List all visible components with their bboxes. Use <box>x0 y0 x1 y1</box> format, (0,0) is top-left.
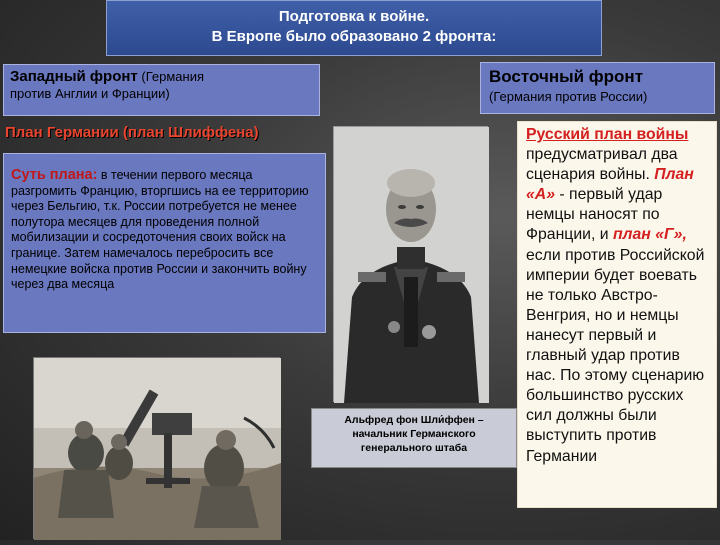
portrait-image <box>334 127 489 403</box>
slide-title <box>106 0 602 56</box>
schlieffen-portrait <box>333 126 488 402</box>
title-line-2: В Европе было образовано 2 фронта: <box>211 28 497 45</box>
russian-plan-box <box>517 121 717 508</box>
russian-plan-text-1: предусматривал два сценария войны. <box>526 146 678 184</box>
russian-plan-text-3: если против Российской империи будет воевать не только Австро-Венгрия, но и немцы нанесут первый и главный удар против нас. По этому сценарию большинство русских сил должны были выступить против Германии <box>526 246 705 465</box>
machine-gun-photo <box>33 357 280 539</box>
eastern-front-box <box>480 62 715 114</box>
russian-plan-text-2: - первый удар немцы наносят по Франции, и <box>526 186 663 244</box>
german-plan-title: План Германии (план Шлиффена) <box>5 124 259 141</box>
eastern-front-detail: (Германия против России) <box>489 89 648 104</box>
western-front-detail-a: (Германия <box>137 69 204 84</box>
plan-g-label: план «Г», <box>613 226 687 244</box>
caption-line-3: генерального штаба <box>360 442 468 454</box>
western-front-heading: Западный фронт <box>10 68 138 85</box>
caption-line-1: Альфред фон Шли́ффен – <box>344 414 484 426</box>
caption-line-2: начальник Германского <box>352 428 476 440</box>
plan-essence-box <box>3 153 326 333</box>
eastern-front-heading: Восточный фронт <box>489 67 644 86</box>
portrait-caption <box>311 408 517 468</box>
title-line-1: Подготовка к войне. <box>278 8 430 25</box>
photo-image <box>34 358 281 540</box>
plan-essence-body: в течении первого месяца разгромить Францию, вторгшись на ее территорию через Бельгию, т.к. России потребуется не менее полутора месяцев для проведения полной мобилизации и сосредоточения своих войск на границе. Затем намечалось перебросить все немецкие войска против России и закончить войну через два месяца <box>11 168 309 292</box>
western-front-detail-b: против Англии и Франции) <box>10 86 170 101</box>
russian-plan-title: Русский план войны <box>526 126 689 143</box>
western-front-box <box>3 64 320 116</box>
plan-a-label: План «А» <box>526 166 694 204</box>
plan-essence-lead: Суть плана: <box>11 167 98 183</box>
